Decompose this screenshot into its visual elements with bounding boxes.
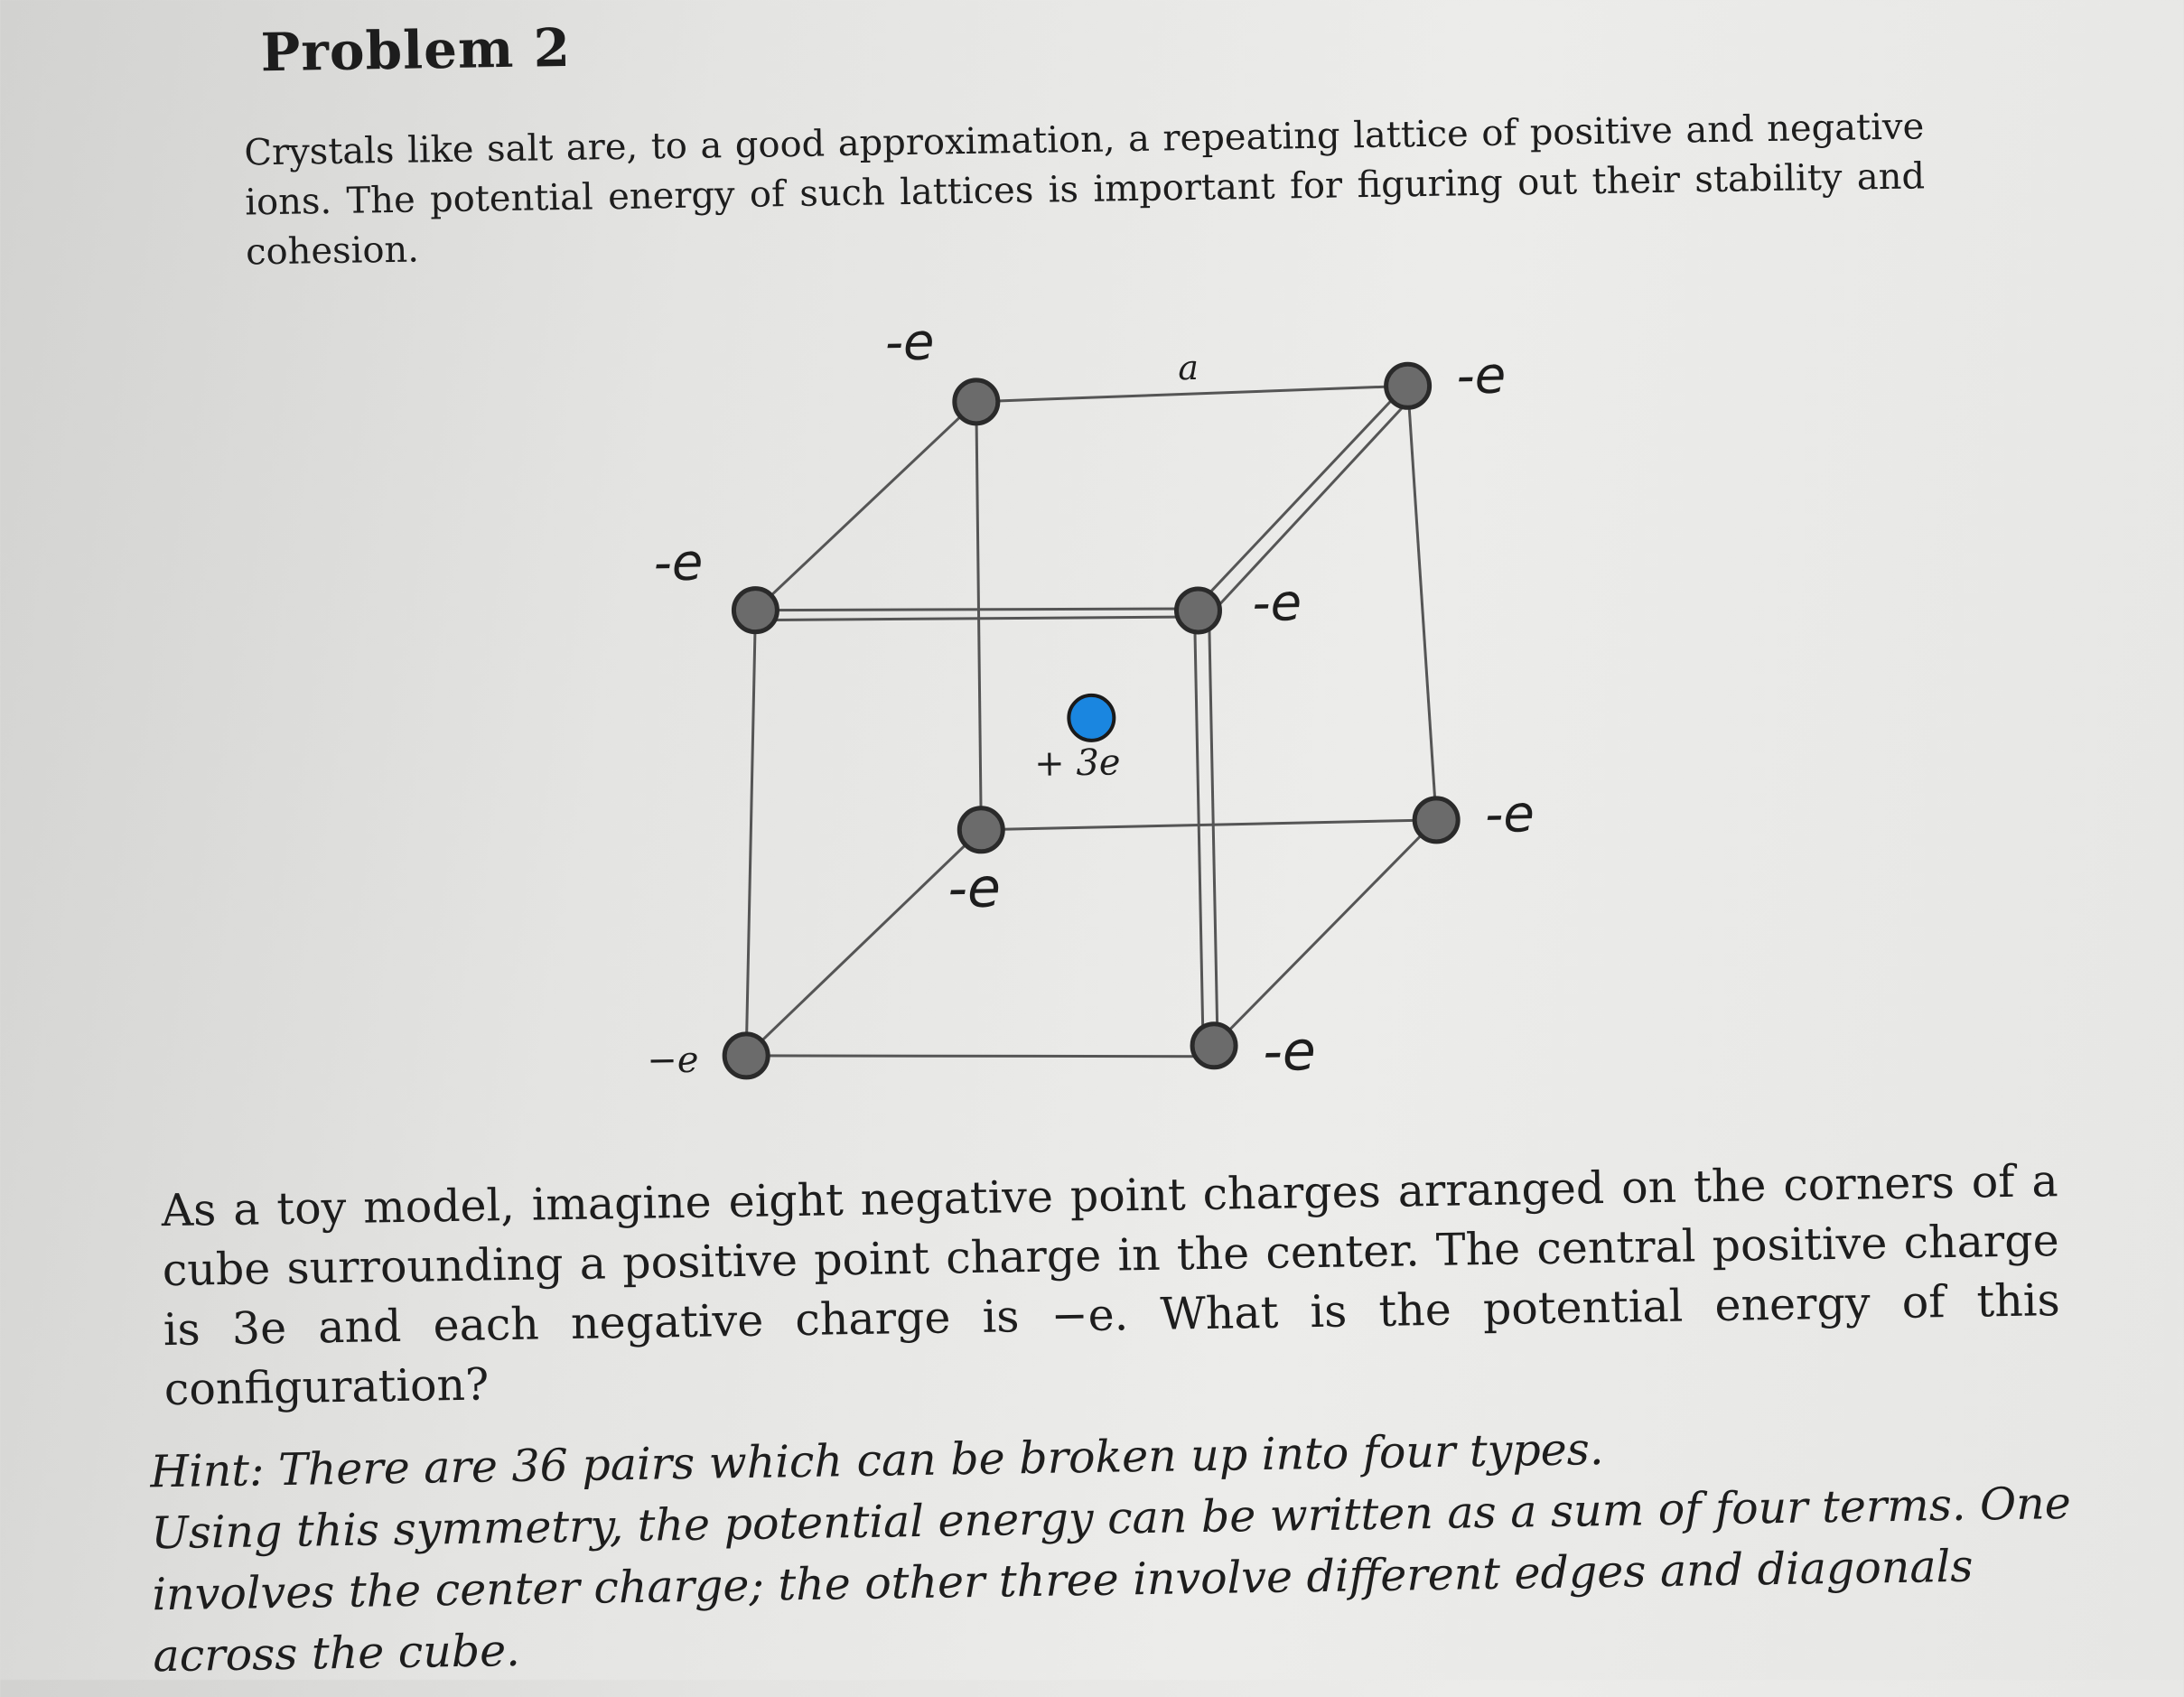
corner-charge-top-back-left [954,379,998,424]
hint-block [150,1411,2105,1687]
label-bottom-front-right: -e [1262,1020,1317,1084]
question-paragraph: As a toy model, imagine eight negative point charges arranged on the corners of a cube surrounding a positive point charge in the center. The central positive charge is 3e and each negative charge is −e. What is the potential energy of this configuration? [161,1155,2061,1416]
hint-line-1: Hint: There are 36 pairs which can be broken up into four types. [149,1423,1604,1498]
label-bottom-front-left: −e [646,1039,699,1082]
corner-charge-bottom-front-right [1192,1023,1237,1068]
edge-length-label: a [1177,347,1199,388]
label-top-front-left: -e [653,533,704,593]
label-bottom-back-right: -e [1484,785,1535,845]
label-top-back-left: -e [884,312,935,373]
corner-charge-top-front-right [1176,589,1220,633]
corner-charge-top-front-left [733,588,778,632]
corner-charge-top-back-right [1386,364,1430,408]
label-top-back-right: -e [1455,346,1507,406]
center-charge [1069,695,1115,741]
corner-charge-bottom-front-left [724,1034,769,1078]
label-bottom-back-left: -e [947,856,1002,921]
label-top-front-right: -e [1251,573,1302,634]
center-charge-label: + 3e [1033,741,1121,785]
corner-charge-bottom-back-left [959,807,1003,852]
corner-charge-bottom-back-right [1414,797,1459,842]
intro-paragraph: Crystals like salt are, to a good approximation, a repeating lattice of positive and negative ions. The potential energy of such lattices is important for figuring out their stability and cohesion. [244,106,1926,274]
problem-title: Problem 2 [260,16,572,84]
hint-line-2: Using this symmetry, the potential energy can be written as a sum of four terms. One involves the center charge; the other three involve different edges and diagonals across the cube. [150,1477,2072,1683]
